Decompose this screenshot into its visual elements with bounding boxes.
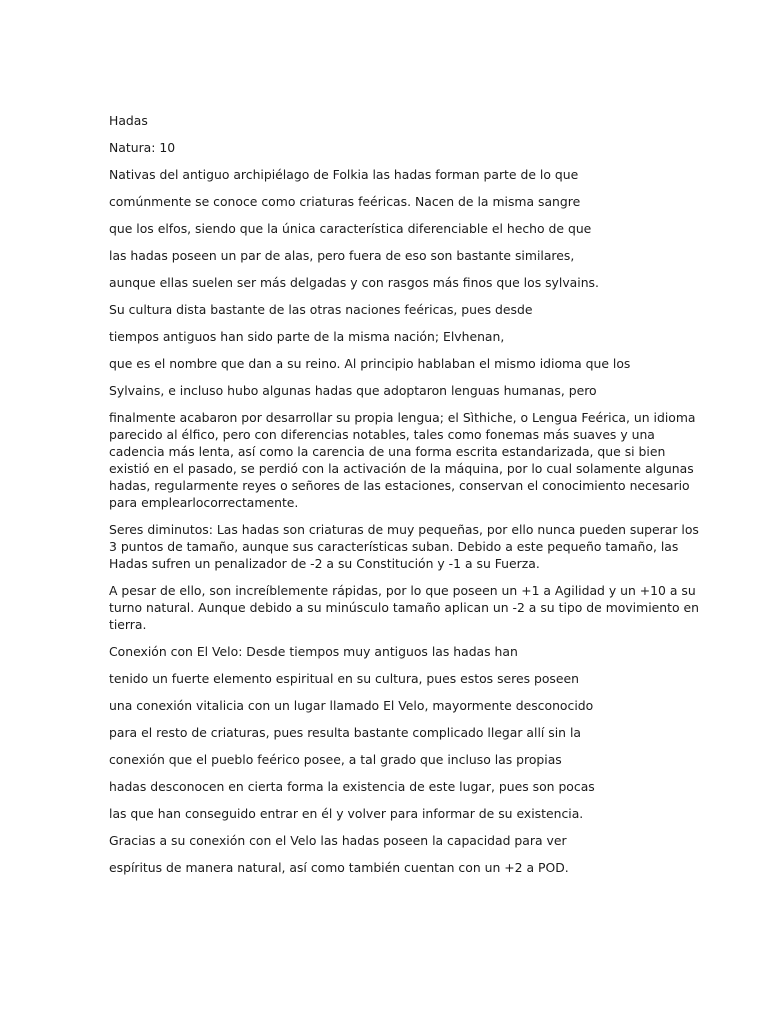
text-line: Sylvains, e incluso hubo algunas hadas que adoptaron lenguas humanas, pero <box>109 383 597 398</box>
paragraph-line: Seres diminutos: Las hadas son criaturas de muy pequeñas, por ello nunca pueden superar los <box>109 522 699 537</box>
paragraph-line: hadas, regularmente reyes o señores de las estaciones, conservan el conocimiento necesario <box>109 478 690 493</box>
text-line: Conexión con El Velo: Desde tiempos muy antiguos las hadas han <box>109 644 518 659</box>
text-line: para el resto de criaturas, pues resulta bastante complicado llegar allí sin la <box>109 725 582 740</box>
paragraph-line: parecido al élfico, pero con diferencias notables, tales como fonemas más suaves y una <box>109 427 655 442</box>
paragraph-line: existió en el pasado, se perdió con la activación de la máquina, por lo cual solamente algunas <box>109 461 694 476</box>
text-line: Gracias a su conexión con el Velo las hadas poseen la capacidad para ver <box>109 833 567 848</box>
text-line: conexión que el pueblo feérico posee, a tal grado que incluso las propias <box>109 752 562 767</box>
text-line: Nativas del antiguo archipiélago de Folkia las hadas forman parte de lo que <box>109 167 579 182</box>
text-line: hadas desconocen en cierta forma la existencia de este lugar, pues son pocas <box>109 779 595 794</box>
text-line: Su cultura dista bastante de las otras naciones feéricas, pues desde <box>109 302 533 317</box>
tiny-beings-paragraph <box>109 521 699 572</box>
text-line: comúnmente se conoce como criaturas feéricas. Nacen de la misma sangre <box>109 194 581 209</box>
document-body <box>109 112 699 886</box>
language-paragraph <box>109 409 696 511</box>
speed-paragraph <box>109 582 699 633</box>
text-line: espíritus de manera natural, así como también cuentan con un +2 a POD. <box>109 860 569 875</box>
text-line: que es el nombre que dan a su reino. Al principio hablaban el mismo idioma que los <box>109 356 631 371</box>
paragraph-line: Hadas sufren un penalizador de -2 a su Constitución y -1 a su Fuerza. <box>109 556 540 571</box>
paragraph-line: cadencia más lenta, así como la carencia de una forma escrita estandarizada, que si bien <box>109 444 666 459</box>
paragraph-line: A pesar de ello, son increíblemente rápidas, por lo que poseen un +1 a Agilidad y un +10 a su <box>109 583 696 598</box>
paragraph-line: tierra. <box>109 617 147 632</box>
text-line: que los elfos, siendo que la única característica diferenciable el hecho de que <box>109 221 592 236</box>
paragraph-line: turno natural. Aunque debido a su minúsculo tamaño aplican un -2 a su tipo de movimiento en <box>109 600 699 615</box>
paragraph-line: para emplearlocorrectamente. <box>109 495 299 510</box>
natura-stat: Natura: 10 <box>109 140 176 155</box>
text-line: aunque ellas suelen ser más delgadas y con rasgos más finos que los sylvains. <box>109 275 599 290</box>
text-line: una conexión vitalicia con un lugar llamado El Velo, mayormente desconocido <box>109 698 594 713</box>
text-line: tiempos antiguos han sido parte de la misma nación; Elvhenan, <box>109 329 505 344</box>
paragraph-line: finalmente acabaron por desarrollar su propia lengua; el Sìthiche, o Lengua Feérica, un idioma <box>109 410 696 425</box>
text-line: tenido un fuerte elemento espiritual en su cultura, pues estos seres poseen <box>109 671 579 686</box>
paragraph-line: 3 puntos de tamaño, aunque sus características suban. Debido a este pequeño tamaño, las <box>109 539 679 554</box>
text-line: las hadas poseen un par de alas, pero fuera de eso son bastante similares, <box>109 248 575 263</box>
section-title: Hadas <box>109 113 148 128</box>
text-line: las que han conseguido entrar en él y volver para informar de su existencia. <box>109 806 584 821</box>
